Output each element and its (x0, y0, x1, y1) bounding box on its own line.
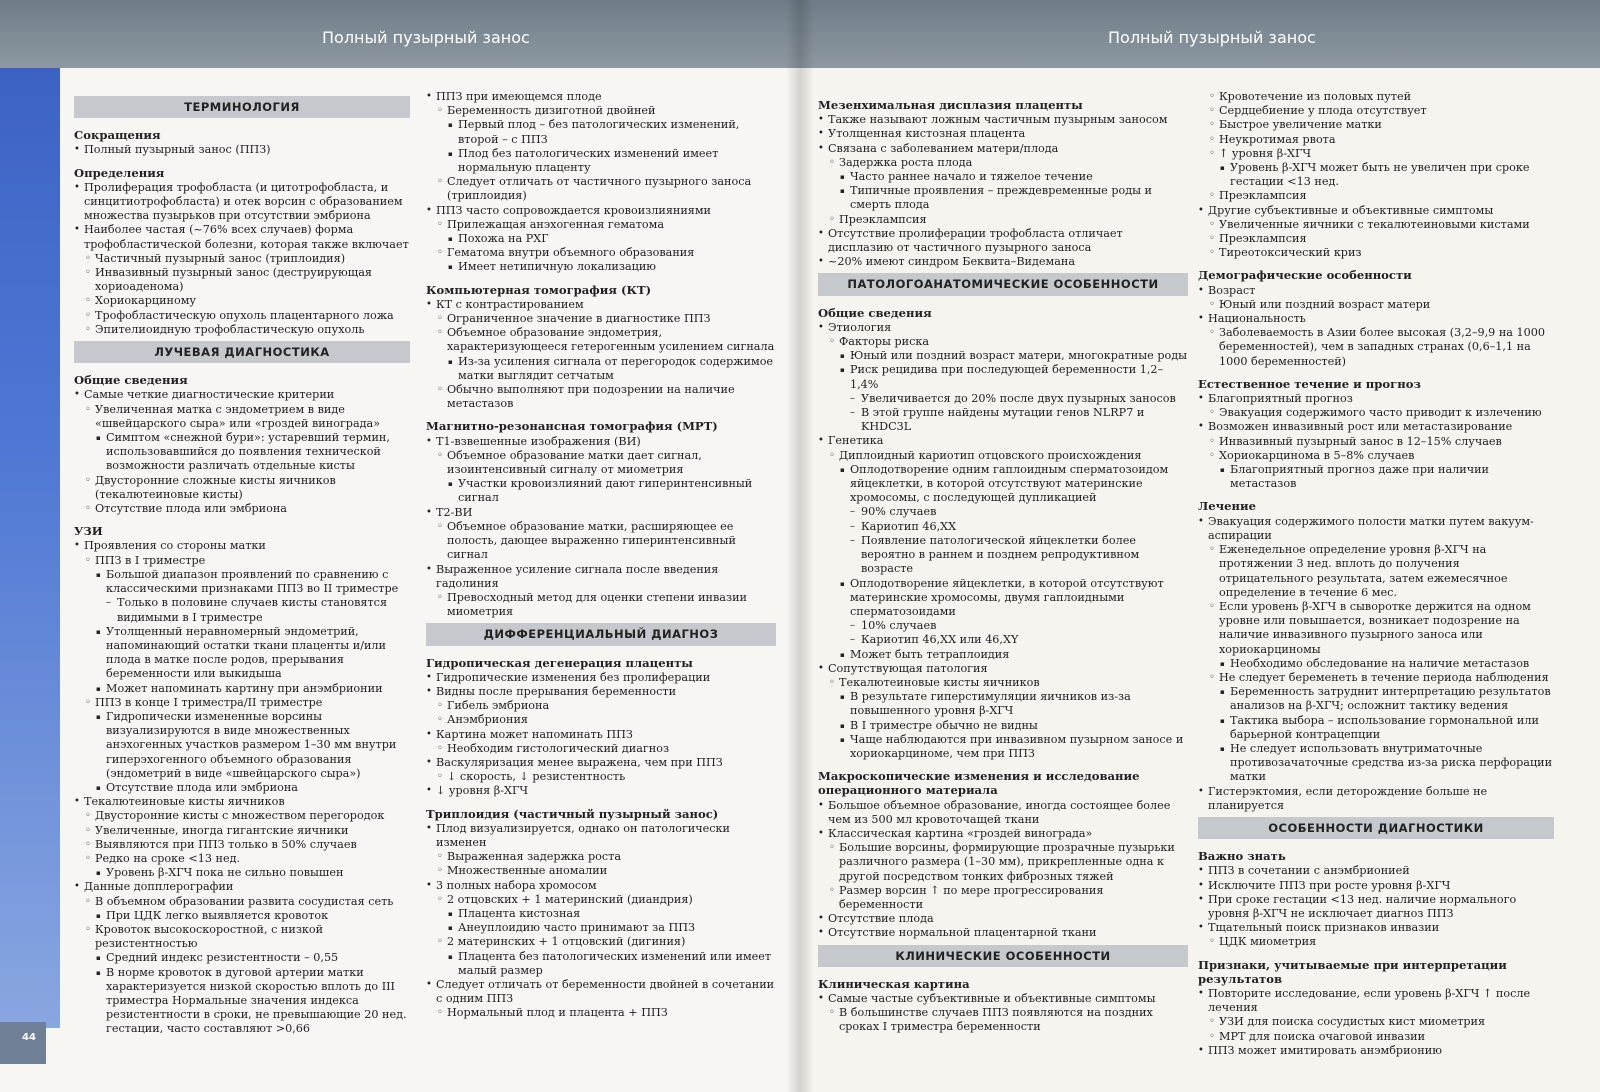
bullet-item: • Исключите ППЗ при росте уровня β-ХГЧ (1198, 879, 1554, 893)
sub-sub-bullet-item: ▪ Большой диапазон проявлений по сравнению с классическими признаками ППЗ во II триместре (74, 568, 410, 596)
sub-bullet-item: ◦ Трофобластическую опухоль плацентарного ложа (74, 309, 410, 323)
sub-bullet-item: ◦ Преэклампсия (1198, 232, 1554, 246)
sub-bullet-item: ◦ 2 материнских + 1 отцовский (дигиния) (426, 935, 776, 949)
sub-bullet-item: ◦ Заболеваемость в Азии более высокая (3,2–9,9 на 1000 беременностей), чем в западных странах (0,6–1,1 на 1000 беременностей) (1198, 326, 1554, 369)
sub-bullet-item: ◦ Кровотечение из половых путей (1198, 90, 1554, 104)
left-blue-sidebar (0, 68, 60, 1028)
sub-bullet-item: ◦ МРТ для поиска очаговой инвазии (1198, 1030, 1554, 1044)
sub-sub-bullet-item: ▪ Уровень β-ХГЧ пока не сильно повышен (74, 866, 410, 880)
left-page-header (0, 0, 800, 68)
bullet-item: • ППЗ может имитировать анэмбрионию (1198, 1044, 1554, 1058)
sub-bullet-item: ◦ ЦДК миометрия (1198, 935, 1554, 949)
subheading: Гидропическая дегенерация плаценты (426, 655, 693, 670)
subheading: Естественное течение и прогноз (1198, 376, 1421, 391)
sub-sub-bullet-item: ▪ Риск рецидива при последующей беременности 1,2–1,4% (818, 363, 1188, 391)
sub-bullet-item: ◦ Еженедельное определение уровня β-ХГЧ на протяжении 3 нед. вплоть до получения отрицательного результата, затем ежемесячное определение в течение 6 мес. (1198, 543, 1554, 600)
left-header-title: Полный пузырный занос (322, 28, 530, 47)
bullet-item: • ~20% имеют синдром Беквита–Видемана (818, 255, 1188, 269)
subheading: Макроскопические изменения и исследование операционного материала (818, 769, 1140, 798)
dash-item: – 10% случаев (818, 619, 1188, 633)
subheading: Триплоидия (частичный пузырный занос) (426, 806, 719, 821)
bullet-item: • Выраженное усиление сигнала после введения гадолиния (426, 563, 776, 591)
bullet-item: • ППЗ в сочетании с анэмбрионией (1198, 864, 1554, 878)
sub-bullet-item: ◦ Объемное образование матки дает сигнал, изоинтенсивный сигналу от миометрия (426, 449, 776, 477)
bullet-item: • Утолщенная кистозная плацента (818, 127, 1188, 141)
subheading: Определения (74, 165, 165, 180)
bullet-item: • Генетика (818, 434, 1188, 448)
sub-bullet-item: ◦ Объемное образование матки, расширяющее ее полость, дающее выраженно гиперинтенсивный сигнал (426, 520, 776, 563)
bullet-item: • КТ с контрастированием (426, 298, 776, 312)
sub-bullet-item: ◦ Обычно выполняют при подозрении на наличие метастазов (426, 383, 776, 411)
section-heading: ТЕРМИНОЛОГИЯ (74, 96, 410, 118)
sub-bullet-item: ◦ Увеличенная матка с эндометрием в виде «швейцарского сыра» или «гроздей винограда» (74, 403, 410, 431)
sub-bullet-item: ◦ Частичный пузырный занос (триплоидия) (74, 252, 410, 266)
sub-sub-bullet-item: ▪ Необходимо обследование на наличие метастазов (1198, 657, 1554, 671)
section-heading: ПАТОЛОГОАНАТОМИЧЕСКИЕ ОСОБЕННОСТИ (818, 273, 1188, 295)
sub-bullet-item: ◦ Эвакуация содержимого часто приводит к излечению (1198, 406, 1554, 420)
sub-sub-bullet-item: ▪ Из-за усиления сигнала от перегородок содержимое матки выглядит сетчатым (426, 355, 776, 383)
sub-bullet-item: ◦ Быстрое увеличение матки (1198, 118, 1554, 132)
bullet-item: • Т2-ВИ (426, 506, 776, 520)
bullet-item: • Другие субъективные и объективные симптомы (1198, 204, 1554, 218)
sub-bullet-item: ◦ Гибель эмбриона (426, 699, 776, 713)
bullet-item: • Возможен инвазивный рост или метастазирование (1198, 420, 1554, 434)
bullet-item: • Связана с заболеванием матери/плода (818, 142, 1188, 156)
sub-bullet-item: ◦ ППЗ в конце I триместра/II триместре (74, 696, 410, 710)
book-gutter-shadow (786, 0, 814, 1092)
sub-sub-bullet-item: ▪ Типичные проявления – преждевременные роды и смерть плода (818, 184, 1188, 212)
right-column-1 (818, 90, 1188, 1035)
sub-bullet-item: ◦ Увеличенные, иногда гигантские яичники (74, 824, 410, 838)
dash-item: – В этой группе найдены мутации генов NLRP7 и KHDC3L (818, 406, 1188, 434)
sub-sub-bullet-item: ▪ Может напоминать картину при анэмбрионии (74, 682, 410, 696)
sub-bullet-item: ◦ Инвазивный пузырный занос в 12–15% случаев (1198, 435, 1554, 449)
bullet-item: • Отсутствие плода (818, 912, 1188, 926)
sub-bullet-item: ◦ В большинстве случаев ППЗ появляются на поздних сроках I триместра беременности (818, 1006, 1188, 1034)
sub-bullet-item: ◦ Прилежащая анэхогенная гематома (426, 218, 776, 232)
sub-bullet-item: ◦ Факторы риска (818, 335, 1188, 349)
bullet-item: • Самые частые субъективные и объективные симптомы (818, 992, 1188, 1006)
bullet-item: • Эвакуация содержимого полости матки путем вакуум-аспирации (1198, 515, 1554, 543)
sub-bullet-item: ◦ Размер ворсин ↑ по мере прогрессирования беременности (818, 884, 1188, 912)
sub-sub-bullet-item: ▪ Средний индекс резистентности – 0,55 (74, 951, 410, 965)
sub-bullet-item: ◦ Анэмбриония (426, 713, 776, 727)
sub-bullet-item: ◦ УЗИ для поиска сосудистых кист миометрия (1198, 1015, 1554, 1029)
subheading: Лечение (1198, 499, 1256, 514)
sub-sub-bullet-item: ▪ Анеуплоидию часто принимают за ППЗ (426, 921, 776, 935)
sub-bullet-item: ◦ Превосходный метод для оценки степени инвазии миометрия (426, 591, 776, 619)
bullet-item: • Большое объемное образование, иногда состоящее более чем из 500 мл кровоточащей ткани (818, 799, 1188, 827)
bullet-item: • Наиболее частая (~76% всех случаев) форма трофобластической болезни, которая также включает (74, 223, 410, 251)
sub-bullet-item: ◦ Не следует беременеть в течение периода наблюдения (1198, 671, 1554, 685)
sub-sub-bullet-item: ▪ В результате гиперстимуляции яичников из-за повышенного уровня β-ХГЧ (818, 690, 1188, 718)
sub-bullet-item: ◦ Преэклампсия (818, 213, 1188, 227)
sub-bullet-item: ◦ 2 отцовских + 1 материнский (диандрия) (426, 893, 776, 907)
sub-bullet-item: ◦ Отсутствие плода или эмбриона (74, 502, 410, 516)
sub-sub-bullet-item: ▪ Утолщенный неравномерный эндометрий, напоминающий остатки ткани плаценты и/или плода в матке после родов, прерывания беременности или выкидыша (74, 625, 410, 682)
bullet-item: • ППЗ часто сопровождается кровоизлияниями (426, 204, 776, 218)
sub-sub-bullet-item: ▪ Часто раннее начало и тяжелое течение (818, 170, 1188, 184)
bullet-item: • Картина может напоминать ППЗ (426, 728, 776, 742)
sub-sub-bullet-item: ▪ Может быть тетраплоидия (818, 648, 1188, 662)
bullet-item: • 3 полных набора хромосом (426, 879, 776, 893)
right-header-title: Полный пузырный занос (1108, 28, 1316, 47)
dash-item: – Только в половине случаев кисты становятся видимыми в I триместре (74, 596, 410, 624)
dash-item: – Увеличивается до 20% после двух пузырных заносов (818, 392, 1188, 406)
sub-bullet-item: ◦ Беременность дизиготной двойней (426, 104, 776, 118)
sub-sub-bullet-item: ▪ Юный или поздний возраст матери, многократные роды (818, 349, 1188, 363)
sub-bullet-item: ◦ Редко на сроке <13 нед. (74, 852, 410, 866)
bullet-item: • Также называют ложным частичным пузырным заносом (818, 113, 1188, 127)
bullet-item: • Тщательный поиск признаков инвазии (1198, 921, 1554, 935)
sub-bullet-item: ◦ Гематома внутри объемного образования (426, 246, 776, 260)
bullet-item: • ППЗ при имеющемся плоде (426, 90, 776, 104)
subheading: Магнитно-резонансная томография (МРТ) (426, 419, 718, 434)
sub-bullet-item: ◦ Если уровень β-ХГЧ в сыворотке держится на одном уровне или повышается, возникает подозрение на наличие инвазивного пузырного заноса или хориокарциномы (1198, 600, 1554, 657)
bullet-item: • Следует отличать от беременности двойней в сочетании с одним ППЗ (426, 978, 776, 1006)
sub-bullet-item: ◦ Выраженная задержка роста (426, 850, 776, 864)
bullet-item: • Самые четкие диагностические критерии (74, 388, 410, 402)
sub-bullet-item: ◦ Выявляются при ППЗ только в 50% случаев (74, 838, 410, 852)
left-column-2 (426, 90, 776, 1021)
bullet-item: • Проявления со стороны матки (74, 539, 410, 553)
sub-sub-bullet-item: ▪ Отсутствие плода или эмбриона (74, 781, 410, 795)
sub-sub-bullet-item: ▪ Благоприятный прогноз даже при наличии метастазов (1198, 463, 1554, 491)
sub-bullet-item: ◦ Следует отличать от частичного пузырного заноса (триплоидия) (426, 175, 776, 203)
sub-sub-bullet-item: ▪ В норме кровоток в дуговой артерии матки характеризуется низкой скоростью вплоть до III триместра Нормальные значения индекса резистентности в сроки, не превышающие 20 нед. гестации, часто составляют >0,66 (74, 966, 410, 1037)
bullet-item: • Гистерэктомия, если деторождение больше не планируется (1198, 785, 1554, 813)
sub-bullet-item: ◦ Увеличенные яичники с текалютеиновыми кистами (1198, 218, 1554, 232)
sub-sub-bullet-item: ▪ Оплодотворение одним гаплоидным сперматозоидом яйцеклетки, в которой отсутствуют материнские хромосомы, с последующей дупликацией (818, 463, 1188, 506)
sub-bullet-item: ◦ Хориокарциному (74, 294, 410, 308)
sub-bullet-item: ◦ Двусторонние кисты с множеством перегородок (74, 809, 410, 823)
bullet-item: • Классическая картина «гроздей винограда» (818, 827, 1188, 841)
sub-bullet-item: ◦ Неукротимая рвота (1198, 133, 1554, 147)
bullet-item: • Васкуляризация менее выражена, чем при ППЗ (426, 756, 776, 770)
sub-bullet-item: ◦ Юный или поздний возраст матери (1198, 298, 1554, 312)
sub-sub-bullet-item: ▪ Симптом «снежной бури»: устаревший термин, использовавшийся до появления технической возможности различать отдельные кисты (74, 431, 410, 474)
sub-bullet-item: ◦ Объемное образование эндометрия, характеризующееся гетерогенным усилением сигнала (426, 326, 776, 354)
sub-bullet-item: ◦ Задержка роста плода (818, 156, 1188, 170)
sub-bullet-item: ◦ ↓ скорость, ↓ резистентность (426, 770, 776, 784)
subheading: Общие сведения (74, 373, 188, 388)
sub-bullet-item: ◦ Большие ворсины, формирующие прозрачные пузырьки различного размера (1–30 мм), прикрепленные одна к другой посредством тонких фиброзных тяжей (818, 841, 1188, 884)
bullet-item: • Отсутствие пролиферации трофобласта отличает дисплазию от частичного пузырного заноса (818, 227, 1188, 255)
bullet-item: • Этиология (818, 321, 1188, 335)
left-column-1 (74, 92, 410, 1037)
sub-bullet-item: ◦ ППЗ в I триместре (74, 554, 410, 568)
subheading: Клиническая картина (818, 976, 970, 991)
sub-bullet-item: ◦ Ограниченное значение в диагностике ППЗ (426, 312, 776, 326)
subheading: УЗИ (74, 524, 103, 539)
bullet-item: • Текалютеиновые кисты яичников (74, 795, 410, 809)
subheading: Демографические особенности (1198, 268, 1412, 283)
sub-sub-bullet-item: ▪ Гидропически измененные ворсины визуализируются в виде множественных анэхогенных участков размером 1–30 мм внутри гиперэхогенного объемного образования (эндометрий в виде «швейцарского сыра») (74, 710, 410, 781)
bullet-item: • ↓ уровня β-ХГЧ (426, 784, 776, 798)
sub-bullet-item: ◦ Сердцебиение у плода отсутствует (1198, 104, 1554, 118)
sub-bullet-item: ◦ ↑ уровня β-ХГЧ (1198, 147, 1554, 161)
bullet-item: • Национальность (1198, 312, 1554, 326)
section-heading: ЛУЧЕВАЯ ДИАГНОСТИКА (74, 341, 410, 363)
sub-sub-bullet-item: ▪ Имеет нетипичную локализацию (426, 260, 776, 274)
sub-bullet-item: ◦ Множественные аномалии (426, 864, 776, 878)
sub-bullet-item: ◦ Преэклампсия (1198, 189, 1554, 203)
sub-sub-bullet-item: ▪ Участки кровоизлияний дают гиперинтенсивный сигнал (426, 477, 776, 505)
page-number: 44 (0, 1022, 46, 1064)
sub-sub-bullet-item: ▪ Тактика выбора – использование гормональной или барьерной контрацепции (1198, 714, 1554, 742)
bullet-item: • Повторите исследование, если уровень β-ХГЧ ↑ после лечения (1198, 987, 1554, 1015)
sub-bullet-item: ◦ Хориокарцинома в 5–8% случаев (1198, 449, 1554, 463)
sub-bullet-item: ◦ Диплоидный кариотип отцовского происхождения (818, 449, 1188, 463)
sub-sub-bullet-item: ▪ В I триместре обычно не видны (818, 719, 1188, 733)
sub-sub-bullet-item: ▪ Беременность затруднит интерпретацию результатов анализов на β-ХГЧ; осложнит тактику ведения (1198, 685, 1554, 713)
dash-item: – Появление патологической яйцеклетки более вероятно в раннем и позднем репродуктивном возрасте (818, 534, 1188, 577)
section-heading: КЛИНИЧЕСКИЕ ОСОБЕННОСТИ (818, 945, 1188, 967)
subheading: Признаки, учитываемые при интерпретации результатов (1198, 957, 1507, 986)
sub-bullet-item: ◦ Инвазивный пузырный занос (деструирующая хориоаденома) (74, 266, 410, 294)
subheading: Важно знать (1198, 849, 1286, 864)
right-page-header (800, 0, 1600, 68)
sub-sub-bullet-item: ▪ Оплодотворение яйцеклетки, в которой отсутствуют материнские хромосомы, двумя гаплоидными сперматозоидами (818, 577, 1188, 620)
sub-sub-bullet-item: ▪ Чаще наблюдаются при инвазивном пузырном заносе и хориокарциноме, чем при ППЗ (818, 733, 1188, 761)
sub-bullet-item: ◦ Тиреотоксический криз (1198, 246, 1554, 260)
bullet-item: • Благоприятный прогноз (1198, 392, 1554, 406)
sub-sub-bullet-item: ▪ Плацента кистозная (426, 907, 776, 921)
sub-sub-bullet-item: ▪ Похожа на РХГ (426, 232, 776, 246)
bullet-item: • Т1-взвешенные изображения (ВИ) (426, 435, 776, 449)
dash-item: – 90% случаев (818, 505, 1188, 519)
subheading: Сокращения (74, 128, 161, 143)
bullet-item: • Гидропические изменения без пролиферации (426, 671, 776, 685)
bullet-item: • Данные допплерографии (74, 880, 410, 894)
bullet-item: • Сопутствующая патология (818, 662, 1188, 676)
sub-sub-bullet-item: ▪ При ЦДК легко выявляется кровоток (74, 909, 410, 923)
section-heading: ОСОБЕННОСТИ ДИАГНОСТИКИ (1198, 817, 1554, 839)
sub-bullet-item: ◦ Кровоток высокоскоростной, с низкой резистентностью (74, 923, 410, 951)
sub-bullet-item: ◦ Нормальный плод и плацента + ППЗ (426, 1006, 776, 1020)
sub-bullet-item: ◦ В объемном образовании развита сосудистая сеть (74, 895, 410, 909)
sub-bullet-item: ◦ Текалютеиновые кисты яичников (818, 676, 1188, 690)
bullet-item: • Пролиферация трофобласта (и цитотрофобласта, и синцитиотрофобласта) и отек ворсин с образованием множества пузырьков при отсутствии эмбриона (74, 181, 410, 224)
subheading: Мезенхимальная дисплазия плаценты (818, 98, 1083, 112)
section-heading: ДИФФЕРЕНЦИАЛЬНЫЙ ДИАГНОЗ (426, 623, 776, 645)
subheading: Общие сведения (818, 305, 932, 320)
dash-item: – Кариотип 46,XX или 46,XY (818, 633, 1188, 647)
sub-sub-bullet-item: ▪ Первый плод – без патологических изменений, второй – с ППЗ (426, 118, 776, 146)
right-column-2 (1198, 90, 1554, 1058)
sub-sub-bullet-item: ▪ Не следует использовать внутриматочные противозачаточные средства из-за риска перфорации матки (1198, 742, 1554, 785)
subheading: Компьютерная томография (КТ) (426, 282, 652, 297)
right-page (800, 0, 1600, 1092)
bullet-item: • Видны после прерывания беременности (426, 685, 776, 699)
bullet-item: • Полный пузырный занос (ППЗ) (74, 143, 410, 157)
sub-sub-bullet-item: ▪ Плацента без патологических изменений или имеет малый размер (426, 950, 776, 978)
bullet-item: • Возраст (1198, 284, 1554, 298)
sub-bullet-item: ◦ Эпителиоидную трофобластическую опухоль (74, 323, 410, 337)
sub-sub-bullet-item: ▪ Уровень β-ХГЧ может быть не увеличен при сроке гестации <13 нед. (1198, 161, 1554, 189)
bullet-item: • При сроке гестации <13 нед. наличие нормального уровня β-ХГЧ не исключает диагноз ППЗ (1198, 893, 1554, 921)
bullet-item: • Отсутствие нормальной плацентарной ткани (818, 926, 1188, 940)
bullet-item: • Плод визуализируется, однако он патологически изменен (426, 822, 776, 850)
sub-sub-bullet-item: ▪ Плод без патологических изменений имеет нормальную плаценту (426, 147, 776, 175)
sub-bullet-item: ◦ Двусторонние сложные кисты яичников (текалютеиновые кисты) (74, 474, 410, 502)
sub-bullet-item: ◦ Необходим гистологический диагноз (426, 742, 776, 756)
dash-item: – Кариотип 46,XX (818, 520, 1188, 534)
